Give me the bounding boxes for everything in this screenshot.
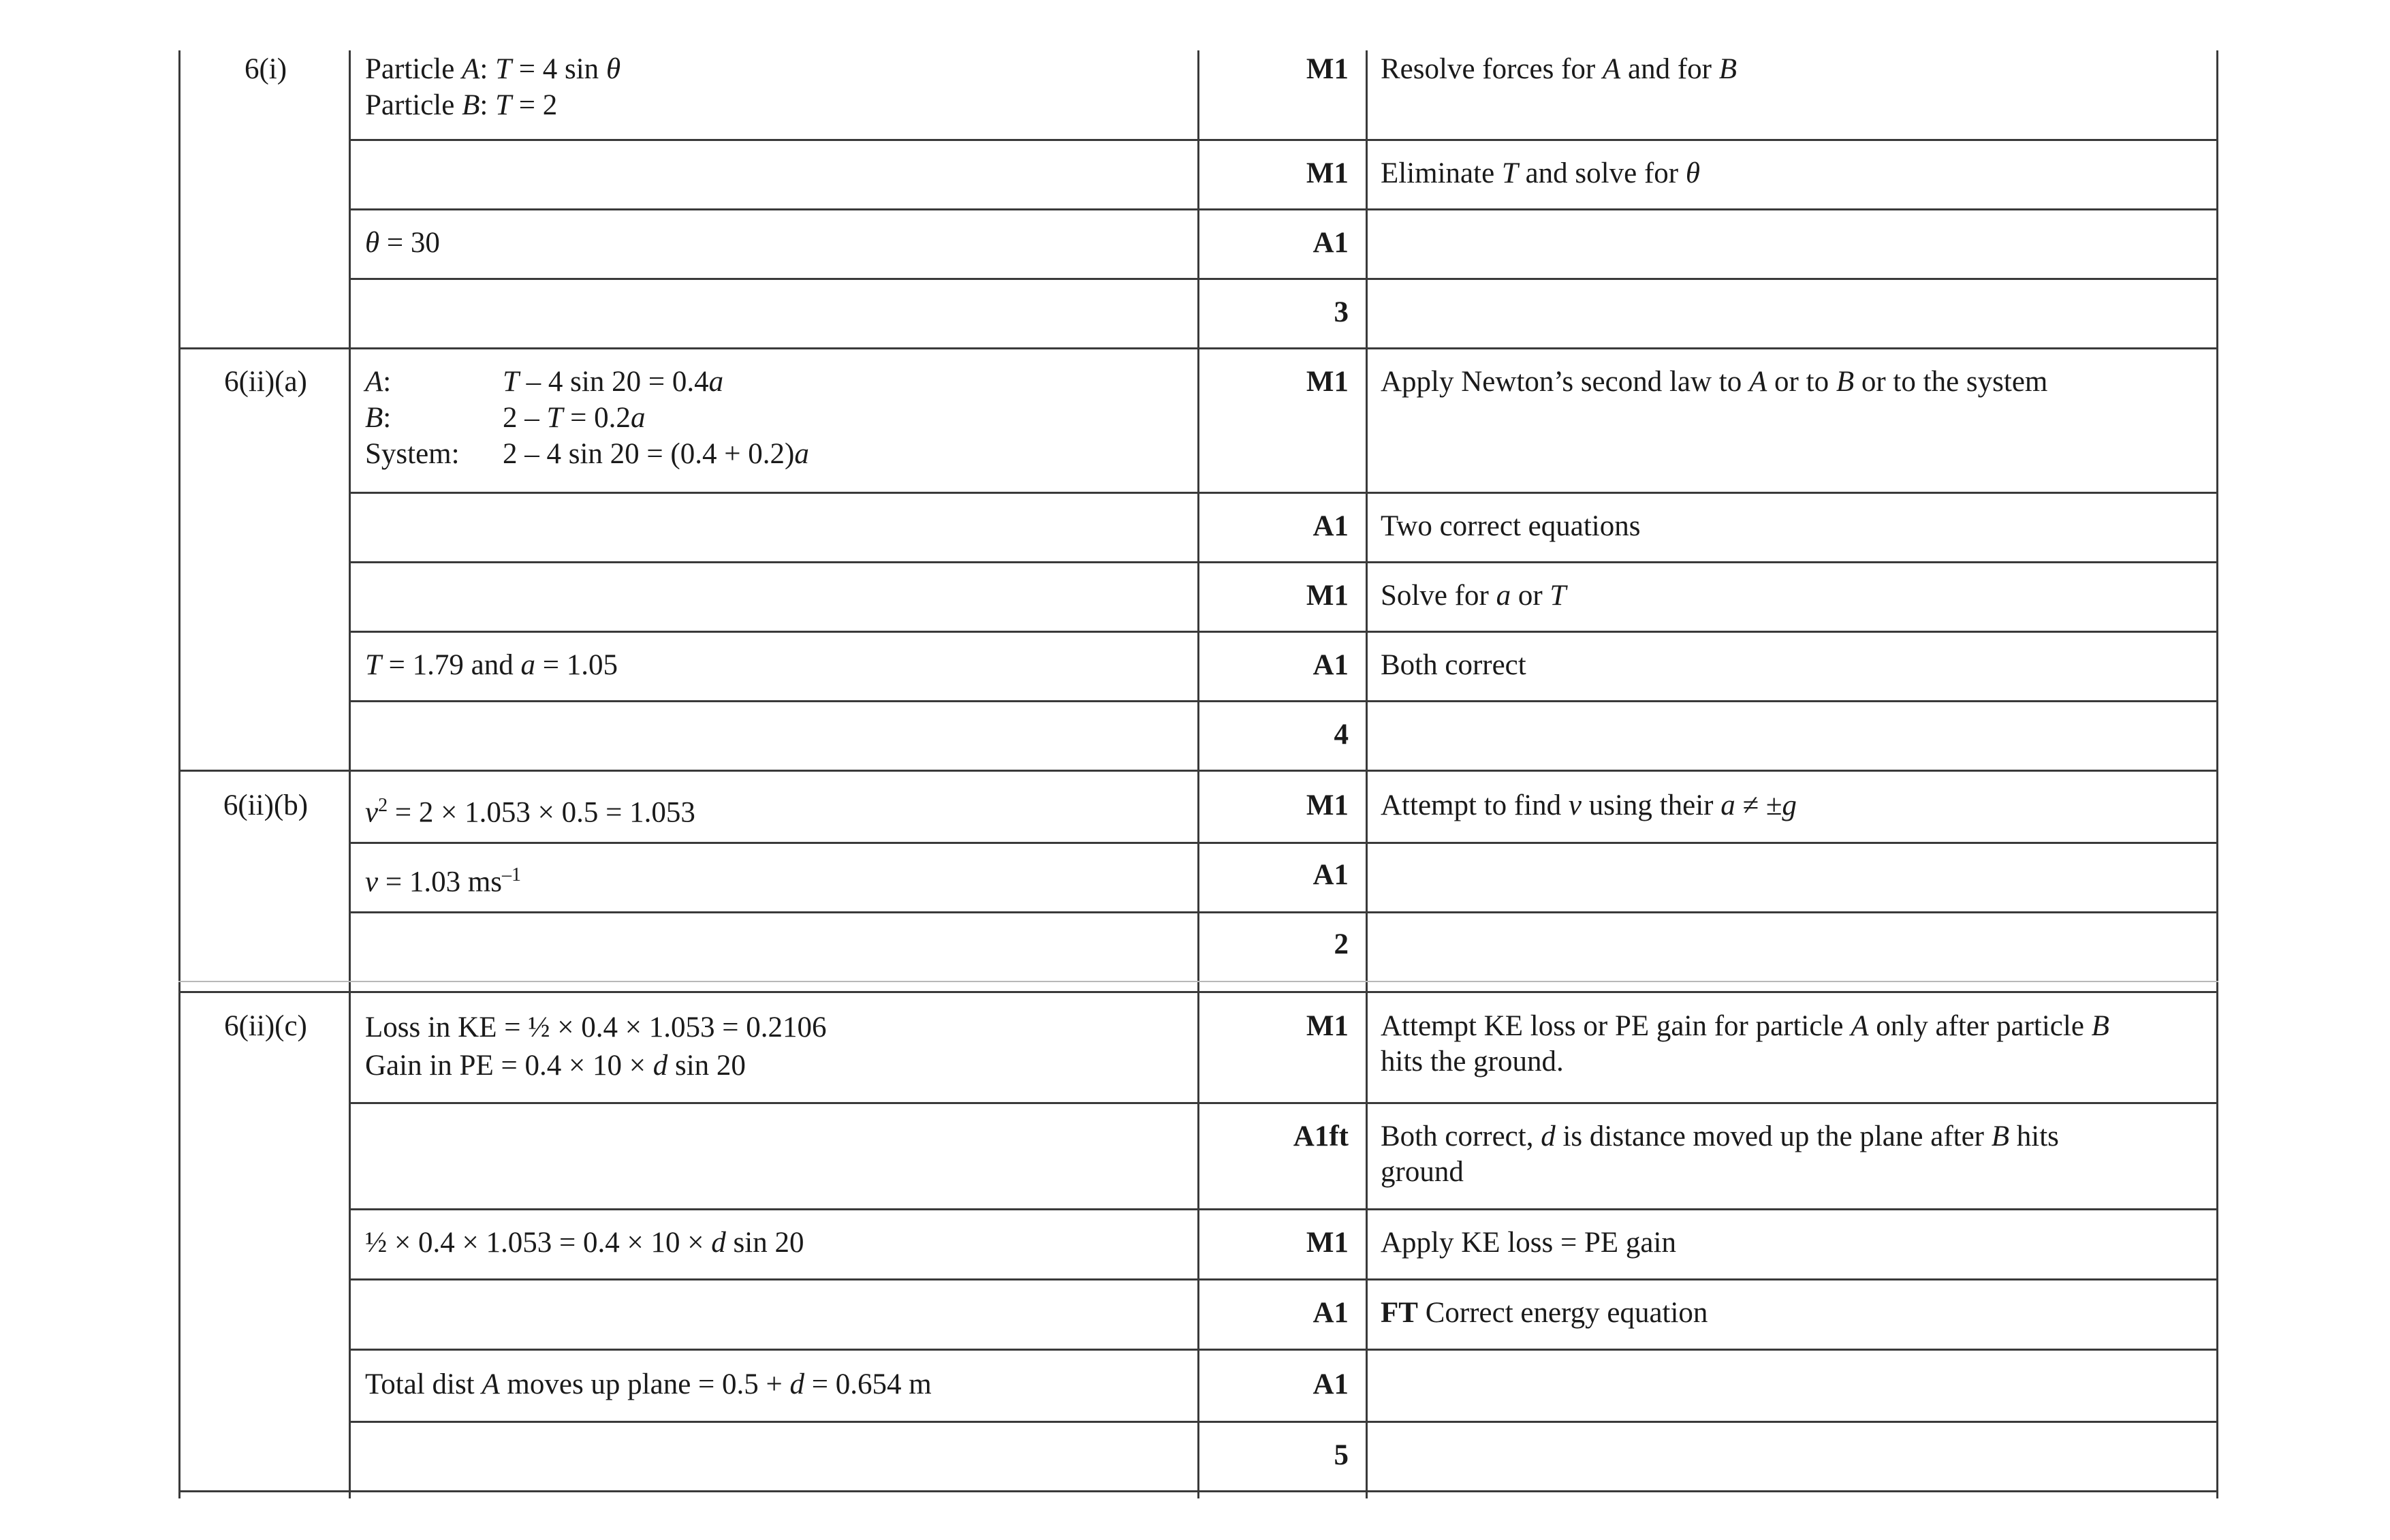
guidance-text: Eliminate T and solve for θ bbox=[1381, 157, 1700, 189]
question-number: 6(i) bbox=[244, 53, 287, 85]
section-line bbox=[178, 770, 2218, 772]
row-line bbox=[349, 1349, 2218, 1351]
answer-line: θ = 30 bbox=[365, 227, 440, 259]
question-number: 6(ii)(a) bbox=[224, 366, 307, 398]
col-line-marks bbox=[1197, 50, 1199, 1498]
guidance-text: Both correct bbox=[1381, 649, 1526, 681]
answer-line: 2 – 4 sin 20 = (0.4 + 0.2)a bbox=[503, 438, 809, 470]
answer-line: ½ × 0.4 × 1.053 = 0.4 × 10 × d sin 20 bbox=[365, 1227, 804, 1259]
col-line-left bbox=[178, 50, 180, 1498]
row-line bbox=[349, 1278, 2218, 1280]
table-bottom-line bbox=[178, 1490, 2218, 1492]
mark-total: 4 bbox=[1334, 719, 1349, 751]
mark-code: M1 bbox=[1306, 580, 1349, 612]
guidance-text: FT Correct energy equation bbox=[1381, 1297, 1708, 1329]
answer-line: $v^2 = 2 \times 1.053 \times 0.5 = 1.053$ bbox=[365, 795, 695, 829]
col-line-answer bbox=[349, 50, 351, 1498]
answer-line: v = 1.03 $ms^{-1}$ bbox=[365, 864, 522, 898]
guidance-text: Both correct, d is distance moved up the plane after B hits bbox=[1381, 1120, 2059, 1152]
row-line bbox=[349, 208, 2218, 210]
row-line bbox=[349, 492, 2218, 494]
mark-total: 5 bbox=[1334, 1439, 1349, 1471]
col-line-right bbox=[2216, 50, 2218, 1498]
section-line bbox=[178, 991, 2218, 993]
section-line bbox=[178, 347, 2218, 349]
guidance-text: Resolve forces for A and for B bbox=[1381, 53, 1738, 85]
answer-line: 2 – T = 0.2a bbox=[503, 402, 646, 434]
question-number: 6(ii)(c) bbox=[224, 1010, 307, 1042]
guidance-text: Apply Newton’s second law to A or to B or to the system bbox=[1381, 366, 2048, 398]
mark-total: 3 bbox=[1334, 296, 1349, 328]
mark-code: M1 bbox=[1306, 366, 1349, 398]
mark-code: A1 bbox=[1312, 649, 1349, 681]
guidance-text: Apply KE loss = PE gain bbox=[1381, 1227, 1676, 1259]
guidance-text: hits the ground. bbox=[1381, 1046, 1564, 1078]
section-line-double bbox=[178, 981, 2218, 982]
guidance-text: ground bbox=[1381, 1156, 1464, 1188]
mark-code: A1 bbox=[1312, 510, 1349, 542]
mark-code: M1 bbox=[1306, 789, 1349, 821]
mark-code: M1 bbox=[1306, 1010, 1349, 1042]
guidance-text: Two correct equations bbox=[1381, 510, 1641, 542]
row-line bbox=[349, 1208, 2218, 1210]
answer-line: System: bbox=[365, 438, 460, 470]
answer-line: Particle A: T = 4 sin θ bbox=[365, 53, 621, 85]
guidance-text: Attempt KE loss or PE gain for particle A only after particle B bbox=[1381, 1010, 2109, 1042]
mark-total: 2 bbox=[1334, 928, 1349, 960]
row-line bbox=[349, 911, 2218, 913]
row-line bbox=[349, 842, 2218, 844]
mark-code: M1 bbox=[1306, 157, 1349, 189]
mark-code: M1 bbox=[1306, 1227, 1349, 1259]
mark-code: A1 bbox=[1312, 859, 1349, 891]
mark-code: A1 bbox=[1312, 1297, 1349, 1329]
answer-line: T = 1.79 and a = 1.05 bbox=[365, 649, 618, 681]
guidance-text: Attempt to find v using their a ≠ ±g bbox=[1381, 789, 1797, 821]
mark-code: A1ft bbox=[1293, 1120, 1349, 1152]
mark-code: A1 bbox=[1312, 227, 1349, 259]
answer-line: B: bbox=[365, 402, 392, 434]
row-line bbox=[349, 561, 2218, 563]
col-line-guidance bbox=[1366, 50, 1368, 1498]
answer-line: Particle B: T = 2 bbox=[365, 89, 558, 121]
mark-code: A1 bbox=[1312, 1368, 1349, 1400]
mark-code: M1 bbox=[1306, 53, 1349, 85]
guidance-text: Solve for a or T bbox=[1381, 580, 1567, 612]
answer-line: A: bbox=[365, 366, 392, 398]
row-line bbox=[349, 1421, 2218, 1423]
answer-line: Loss in KE = ½ × 0.4 × 1.053 = 0.2106 bbox=[365, 1011, 827, 1043]
row-line bbox=[349, 278, 2218, 280]
answer-line: Gain in PE = 0.4 × 10 × d sin 20 bbox=[365, 1050, 746, 1082]
answer-line: T – 4 sin 20 = 0.4a bbox=[503, 366, 724, 398]
row-line bbox=[349, 1102, 2218, 1104]
answer-line: Total dist A moves up plane = 0.5 + d = 0.654 m bbox=[365, 1368, 932, 1400]
row-line bbox=[349, 631, 2218, 633]
row-line bbox=[349, 700, 2218, 702]
row-line bbox=[349, 139, 2218, 141]
question-number: 6(ii)(b) bbox=[223, 789, 309, 821]
